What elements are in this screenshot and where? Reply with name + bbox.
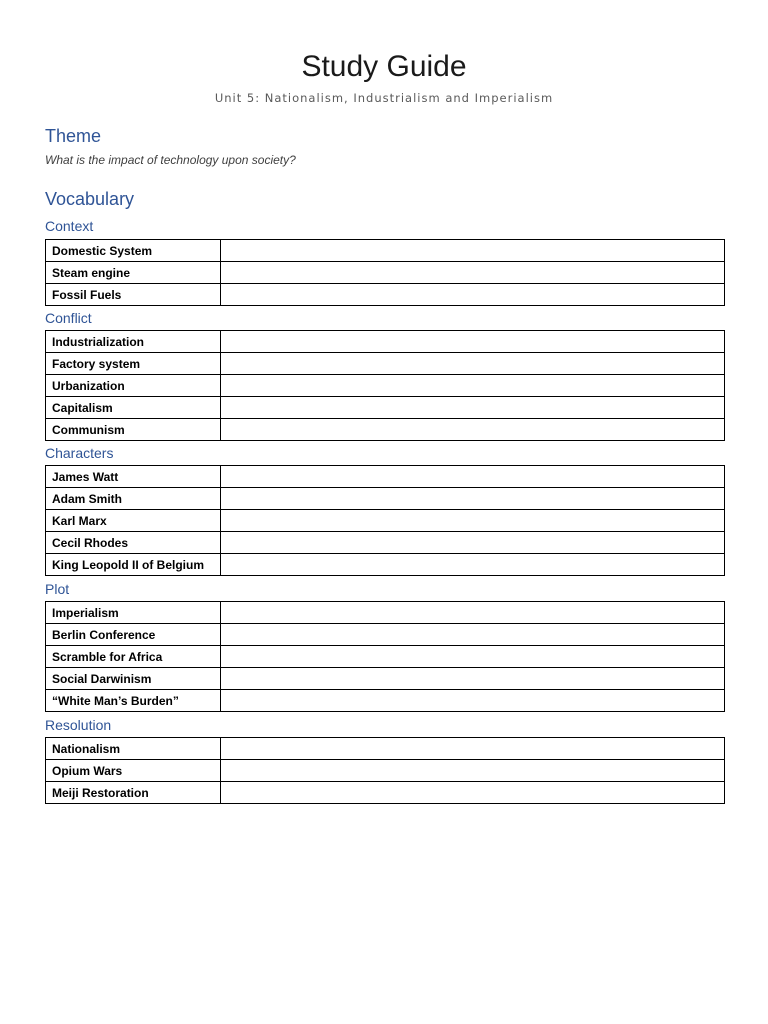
page-subtitle: Unit 5: Nationalism, Industrialism and Imperialism xyxy=(214,91,554,105)
table-row xyxy=(46,760,725,782)
term-cell: Opium Wars xyxy=(46,760,221,782)
table-row xyxy=(46,466,725,488)
term-cell: Steam engine xyxy=(46,262,221,284)
section-heading-characters: Characters xyxy=(45,445,114,461)
table-row xyxy=(46,602,725,624)
definition-cell[interactable] xyxy=(221,262,725,284)
page-title: Study Guide xyxy=(301,50,467,83)
term-cell: Berlin Conference xyxy=(46,624,221,646)
term-cell: Industrialization xyxy=(46,331,221,353)
definition-cell[interactable] xyxy=(221,602,725,624)
definition-cell[interactable] xyxy=(221,690,725,712)
term-cell: James Watt xyxy=(46,466,221,488)
theme-heading: Theme xyxy=(45,126,102,146)
term-cell: Meiji Restoration xyxy=(46,782,221,804)
table-row xyxy=(46,262,725,284)
term-cell: Cecil Rhodes xyxy=(46,532,221,554)
table-row xyxy=(46,284,725,306)
table-row xyxy=(46,240,725,262)
term-cell: Fossil Fuels xyxy=(46,284,221,306)
table-row xyxy=(46,419,725,441)
definition-cell[interactable] xyxy=(221,532,725,554)
definition-cell[interactable] xyxy=(221,646,725,668)
table-row xyxy=(46,554,725,576)
vocab-table-plot xyxy=(45,601,725,712)
term-cell: Karl Marx xyxy=(46,510,221,532)
section-heading-plot: Plot xyxy=(45,581,70,597)
term-cell: Capitalism xyxy=(46,397,221,419)
definition-cell[interactable] xyxy=(221,738,725,760)
definition-cell[interactable] xyxy=(221,331,725,353)
table-row xyxy=(46,331,725,353)
table-row xyxy=(46,353,725,375)
definition-cell[interactable] xyxy=(221,419,725,441)
term-cell: Adam Smith xyxy=(46,488,221,510)
term-cell: King Leopold II of Belgium xyxy=(46,554,221,576)
term-cell: Urbanization xyxy=(46,375,221,397)
theme-question: What is the impact of technology upon society? xyxy=(45,153,296,167)
definition-cell[interactable] xyxy=(221,375,725,397)
term-cell: Social Darwinism xyxy=(46,668,221,690)
vocab-table-characters xyxy=(45,465,725,576)
table-row xyxy=(46,488,725,510)
section-heading-resolution: Resolution xyxy=(45,717,112,733)
term-cell: Imperialism xyxy=(46,602,221,624)
definition-cell[interactable] xyxy=(221,760,725,782)
term-cell: Factory system xyxy=(46,353,221,375)
term-cell: Domestic System xyxy=(46,240,221,262)
vocab-table-resolution xyxy=(45,737,725,804)
section-heading-context: Context xyxy=(45,218,94,234)
vocab-table-conflict xyxy=(45,330,725,441)
table-row xyxy=(46,375,725,397)
vocab-table-context xyxy=(45,239,725,306)
term-cell: Scramble for Africa xyxy=(46,646,221,668)
definition-cell[interactable] xyxy=(221,782,725,804)
definition-cell[interactable] xyxy=(221,284,725,306)
definition-cell[interactable] xyxy=(221,488,725,510)
table-row xyxy=(46,782,725,804)
term-cell: Nationalism xyxy=(46,738,221,760)
definition-cell[interactable] xyxy=(221,353,725,375)
definition-cell[interactable] xyxy=(221,624,725,646)
definition-cell[interactable] xyxy=(221,466,725,488)
table-row xyxy=(46,397,725,419)
vocabulary-heading: Vocabulary xyxy=(45,189,135,209)
definition-cell[interactable] xyxy=(221,510,725,532)
term-cell: “White Man’s Burden” xyxy=(46,690,221,712)
table-row xyxy=(46,738,725,760)
table-row xyxy=(46,646,725,668)
definition-cell[interactable] xyxy=(221,554,725,576)
term-cell: Communism xyxy=(46,419,221,441)
table-row xyxy=(46,624,725,646)
definition-cell[interactable] xyxy=(221,240,725,262)
section-heading-conflict: Conflict xyxy=(45,310,92,326)
definition-cell[interactable] xyxy=(221,668,725,690)
definition-cell[interactable] xyxy=(221,397,725,419)
table-row xyxy=(46,690,725,712)
table-row xyxy=(46,668,725,690)
table-row xyxy=(46,510,725,532)
table-row xyxy=(46,532,725,554)
